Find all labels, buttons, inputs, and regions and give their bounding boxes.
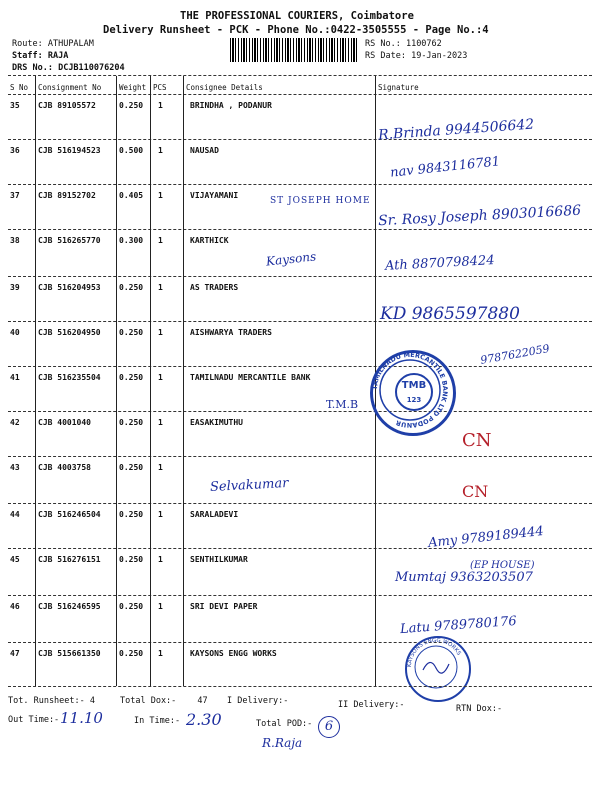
row-consignee: AS TRADERS bbox=[190, 283, 239, 292]
row-rule bbox=[8, 139, 592, 140]
row-weight: 0.500 bbox=[119, 146, 144, 155]
row-consignment-no: CJB 516194523 bbox=[38, 146, 101, 155]
row-rule bbox=[8, 184, 592, 185]
row-consignment-no: CJB 4003758 bbox=[38, 463, 91, 472]
tmb-code-text: 123 bbox=[406, 396, 422, 404]
rs-no-label: RS No.: bbox=[365, 39, 401, 49]
total-dox-value: 47 bbox=[197, 696, 208, 706]
ii-delivery: II Delivery:- bbox=[338, 700, 405, 710]
header-bottom-rule bbox=[8, 94, 592, 95]
row-sno: 41 bbox=[10, 373, 20, 382]
footer-signature: R.Raja bbox=[262, 736, 303, 750]
row-consignment-no: CJB 4001040 bbox=[38, 418, 91, 427]
footer-rule bbox=[8, 686, 592, 687]
row-rule bbox=[8, 456, 592, 457]
rtn-dox: RTN Dox:- bbox=[456, 704, 503, 714]
row-weight: 0.250 bbox=[119, 328, 144, 337]
row-pcs: 1 bbox=[158, 555, 163, 564]
signature-38: Ath 8870798424 bbox=[384, 253, 495, 274]
drs-field bbox=[12, 63, 125, 73]
row-sno: 37 bbox=[10, 191, 20, 200]
row-pcs: 1 bbox=[158, 283, 163, 292]
col-consignee-header: Consignee Details bbox=[186, 83, 263, 92]
row-weight: 0.250 bbox=[119, 510, 144, 519]
row-pcs: 1 bbox=[158, 602, 163, 611]
row-weight: 0.405 bbox=[119, 191, 144, 200]
row-consignment-no: CJB 516246595 bbox=[38, 602, 101, 611]
signature-40: 9787622059 bbox=[479, 342, 551, 367]
row-pcs: 1 bbox=[158, 236, 163, 245]
row-consignment-no: CJB 515661350 bbox=[38, 649, 101, 658]
row-pcs: 1 bbox=[158, 649, 163, 658]
rs-date-field bbox=[365, 51, 467, 61]
row-consignee: BRINDHA , PODANUR bbox=[190, 101, 272, 110]
row-consignment-no: CJB 89152702 bbox=[38, 191, 96, 200]
row-consignment-no: CJB 516246504 bbox=[38, 510, 101, 519]
row-consignee: NAUSAD bbox=[190, 146, 219, 155]
row-rule bbox=[8, 595, 592, 596]
row-consignment-no: CJB 516276151 bbox=[38, 555, 101, 564]
route-label: Route: bbox=[12, 39, 43, 49]
total-pod-label: Total POD:- bbox=[256, 719, 313, 729]
staff-value: RAJA bbox=[47, 51, 69, 61]
signature-45: Mumtaj 9363203507 bbox=[395, 570, 533, 585]
row-sno: 43 bbox=[10, 463, 20, 472]
signature-39: KD 9865597880 bbox=[380, 304, 520, 324]
drs-value: DCJB110076204 bbox=[58, 63, 125, 73]
row-pcs: 1 bbox=[158, 510, 163, 519]
out-time-value: 11.10 bbox=[60, 709, 103, 727]
total-dox-label: Total Dox:- bbox=[120, 696, 177, 706]
signature-43: CN bbox=[462, 482, 489, 501]
row-rule bbox=[8, 548, 592, 549]
note-45: (EP HOUSE) bbox=[470, 560, 535, 571]
row-consignee: KARTHICK bbox=[190, 236, 229, 245]
i-delivery: I Delivery:- bbox=[227, 696, 289, 706]
row-sno: 47 bbox=[10, 649, 20, 658]
route-value: ATHUPALAM bbox=[47, 39, 94, 49]
rs-date-label: RS Date: bbox=[365, 51, 406, 61]
row-weight: 0.250 bbox=[119, 283, 144, 292]
rs-no-value: 1100762 bbox=[405, 39, 442, 49]
col-consignment-header: Consignment No bbox=[38, 83, 102, 92]
row-consignee: SRI DEVI PAPER bbox=[190, 602, 258, 611]
row-pcs: 1 bbox=[158, 463, 163, 472]
tmb-stamp bbox=[370, 350, 456, 436]
row-rule bbox=[8, 411, 592, 412]
note-38: Kaysons bbox=[265, 249, 317, 269]
row-sno: 35 bbox=[10, 101, 20, 110]
table-top-rule bbox=[8, 75, 592, 76]
signature-36: nav 9843116781 bbox=[389, 154, 501, 181]
row-sno: 42 bbox=[10, 418, 20, 427]
row-pcs: 1 bbox=[158, 418, 163, 427]
row-consignee: TAMILNADU MERCANTILE BANK bbox=[190, 373, 311, 382]
in-time-value: 2.30 bbox=[186, 710, 222, 729]
note-37: ST JOSEPH HOME bbox=[270, 196, 371, 206]
tmb-stamp-core bbox=[395, 373, 433, 411]
row-sno: 46 bbox=[10, 602, 20, 611]
row-consignment-no: CJB 516265770 bbox=[38, 236, 101, 245]
barcode bbox=[230, 38, 358, 62]
row-consignee: SENTHILKUMAR bbox=[190, 555, 248, 564]
staff-label: Staff: bbox=[12, 51, 43, 61]
staff-field bbox=[12, 51, 68, 61]
column-divider bbox=[35, 76, 36, 686]
row-consignee: VIJAYAMANI bbox=[190, 191, 239, 200]
row-rule bbox=[8, 229, 592, 230]
row-weight: 0.250 bbox=[119, 649, 144, 658]
row-consignment-no: CJB 516204950 bbox=[38, 328, 101, 337]
kaysons-ring-text: KAYSONS ENGG WORKS bbox=[406, 637, 462, 668]
row-weight: 0.300 bbox=[119, 236, 144, 245]
tmb-center-text: TMB bbox=[401, 380, 427, 391]
row-sno: 38 bbox=[10, 236, 20, 245]
company-title: THE PROFESSIONAL COURIERS, Coimbatore bbox=[180, 10, 414, 22]
runsheet-subtitle: Delivery Runsheet - PCK - Phone No.:0422-3505555 - Page No.:4 bbox=[103, 24, 489, 36]
column-divider bbox=[116, 76, 117, 686]
row-rule bbox=[8, 642, 592, 643]
row-weight: 0.250 bbox=[119, 101, 144, 110]
tmb-ring-text: TAMILNADU MERCANTILE BANK LTD PODANUR bbox=[370, 350, 450, 430]
row-weight: 0.250 bbox=[119, 602, 144, 611]
rs-no-field bbox=[365, 39, 442, 49]
kaysons-stamp bbox=[405, 636, 471, 702]
col-weight-header: Weight bbox=[119, 83, 147, 92]
row-rule bbox=[8, 276, 592, 277]
signature-35: R.Brinda 9944506642 bbox=[377, 116, 535, 144]
total-dox-field bbox=[120, 696, 208, 706]
signature-46: Latu 9789780176 bbox=[399, 613, 518, 638]
row-weight: 0.250 bbox=[119, 418, 144, 427]
row-weight: 0.250 bbox=[119, 555, 144, 564]
row-sno: 44 bbox=[10, 510, 20, 519]
row-weight: 0.250 bbox=[119, 463, 144, 472]
row-sno: 45 bbox=[10, 555, 20, 564]
route-field bbox=[12, 39, 94, 49]
row-sno: 39 bbox=[10, 283, 20, 292]
note-43: Selvakumar bbox=[209, 475, 289, 496]
row-pcs: 1 bbox=[158, 191, 163, 200]
row-consignee: EASAKIMUTHU bbox=[190, 418, 243, 427]
rs-date-value: 19-Jan-2023 bbox=[411, 51, 468, 61]
note-41: T.M.B bbox=[326, 398, 359, 411]
row-rule bbox=[8, 366, 592, 367]
kaysons-stamp-ring bbox=[405, 636, 467, 698]
in-time-label: In Time:- bbox=[134, 716, 181, 726]
column-divider bbox=[183, 76, 184, 686]
signature-44: Amy 9789189444 bbox=[427, 523, 545, 552]
row-sno: 36 bbox=[10, 146, 20, 155]
col-pcs-header: PCS bbox=[153, 83, 167, 92]
row-consignee: SARALADEVI bbox=[190, 510, 239, 519]
row-pcs: 1 bbox=[158, 328, 163, 337]
row-consignment-no: CJB 89105572 bbox=[38, 101, 96, 110]
drs-label: DRS No.: bbox=[12, 63, 53, 73]
row-sno: 40 bbox=[10, 328, 20, 337]
row-consignment-no: CJB 516204953 bbox=[38, 283, 101, 292]
signature-37: Sr. Rosy Joseph 8903016686 bbox=[377, 202, 582, 230]
out-time-label: Out Time:- bbox=[8, 715, 60, 725]
column-divider bbox=[150, 76, 151, 686]
row-consignee: AISHWARYA TRADERS bbox=[190, 328, 272, 337]
row-rule bbox=[8, 503, 592, 504]
col-sno-header: S No bbox=[10, 83, 29, 92]
signature-42: CN bbox=[462, 430, 492, 451]
tot-runsheet: Tot. Runsheet:- 4 bbox=[8, 696, 95, 706]
row-consignee: KAYSONS ENGG WORKS bbox=[190, 649, 277, 658]
row-pcs: 1 bbox=[158, 373, 163, 382]
col-signature-header: Signature bbox=[378, 83, 419, 92]
row-pcs: 1 bbox=[158, 146, 163, 155]
total-pod-value: 6 bbox=[318, 716, 340, 738]
row-weight: 0.250 bbox=[119, 373, 144, 382]
row-consignment-no: CJB 516235504 bbox=[38, 373, 101, 382]
row-pcs: 1 bbox=[158, 101, 163, 110]
